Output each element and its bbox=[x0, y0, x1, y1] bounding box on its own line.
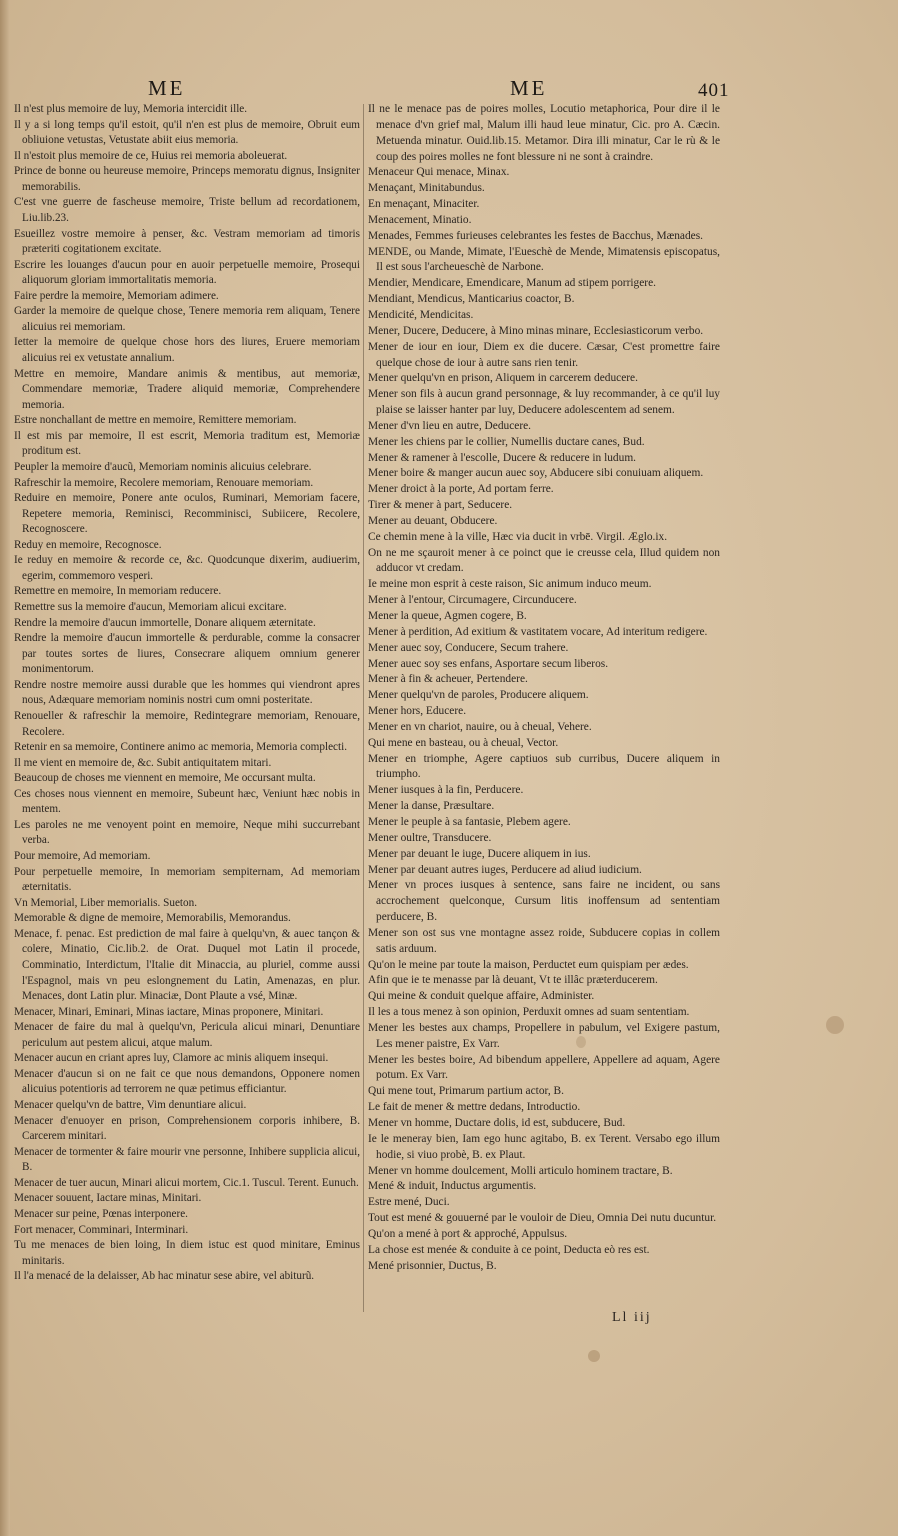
dictionary-entry: Mener oultre, Transducere. bbox=[368, 831, 492, 844]
dictionary-entry: Il n'est plus memoire de luy, Memoria intercidit ille. bbox=[14, 103, 248, 115]
dictionary-entry: Rendre la memoire d'aucun immortelle & perdurable, comme la consacrer par toutes sortes de liures, Consecrare aliquem omnium generer monimentorum. bbox=[14, 632, 360, 676]
page-number: 401 bbox=[698, 80, 730, 101]
dictionary-entry: Mener à perdition, Ad exitium & vastitatem vocare, Ad interitum redigere. bbox=[368, 625, 708, 638]
dictionary-entry: Remettre en memoire, In memoriam reducere. bbox=[14, 585, 222, 598]
dictionary-entry: Mener son fils à aucun grand personnage, & luy recommander, à ce qu'il luy plaise se laisser hanter par luy, Deducere adolescentem ad senem. bbox=[368, 388, 720, 417]
dictionary-entry: Mener son ost sus vne montagne assez roide, Subducere copias in collem satis arduum. bbox=[368, 926, 720, 955]
dictionary-entry: Ces choses nous viennent en memoire, Subeunt hæc, Veniunt hæc nobis in mentem. bbox=[14, 787, 360, 816]
dictionary-entry: Beaucoup de choses me viennent en memoire, Me occursant multa. bbox=[14, 772, 316, 785]
dictionary-entry: Menacer de tuer aucun, Minari alicui mortem, Cic.1. Tuscul. Terent. Eunuch. bbox=[14, 1176, 359, 1189]
dictionary-entry: Ie meine mon esprit à ceste raison, Sic animum induco meum. bbox=[368, 578, 652, 591]
dictionary-entry: Mener boire & manger aucun auec soy, Abducere sibi conuiuam aliquem. bbox=[368, 467, 704, 480]
dictionary-entry: Il est mis par memoire, Il est escrit, Memoria traditum est, Memoriæ proditum est. bbox=[14, 429, 360, 458]
dictionary-entry: Pour memoire, Ad memoriam. bbox=[14, 850, 151, 862]
dictionary-entry: Reduire en memoire, Ponere ante oculos, Ruminari, Memoriam facere, Repetere memoria, Reminisci, Recomminisci, Subiicere, Recolere, Recognoscere. bbox=[14, 492, 360, 536]
dictionary-entry: La chose est menée & conduite à ce point, Deducta eò res est. bbox=[368, 1243, 650, 1256]
dictionary-entry: Afin que ie te menasse par là deuant, Vt te illâc præterducerem. bbox=[368, 974, 658, 987]
ink-stain bbox=[826, 1016, 844, 1034]
running-header-left: ME bbox=[148, 76, 186, 100]
dictionary-entry: Menace, f. penac. Est prediction de mal faire à quelqu'vn, & auec tançon & colere, Minatio, Cic.lib.2. de Orat. Duquel mot Latin il procede, Comminatio, Interdictum, l'Italie dit Minaccia, au pluriel, comme aussi l'Espagnol, mais vn peu eslongnement du Latin, Amenazas, en plur. Menaces, dont Latin plur. Minaciæ, Dont Plaute a vsé, Minæ. bbox=[14, 927, 360, 1003]
dictionary-entry: Mener les bestes boire, Ad bibendum appellere, Appellere ad aquam, Agere potum. Ex Varr. bbox=[368, 1053, 720, 1082]
dictionary-entry: Mener auec soy, Conducere, Secum trahere. bbox=[368, 641, 569, 654]
running-header-right: ME bbox=[510, 76, 548, 100]
dictionary-entry: En menaçant, Minaciter. bbox=[368, 198, 480, 211]
dictionary-entry: Qui meine & conduit quelque affaire, Administer. bbox=[368, 990, 595, 1003]
dictionary-entry: Menacer quelqu'vn de battre, Vim denuntiare alicui. bbox=[14, 1099, 247, 1111]
dictionary-entry: Les paroles ne me venoyent point en memoire, Neque mihi succurrebant verba. bbox=[14, 818, 360, 847]
ink-stain bbox=[588, 1350, 600, 1362]
dictionary-entry: Mener auec soy ses enfans, Asportare secum liberos. bbox=[368, 657, 609, 670]
dictionary-entry: Mener les bestes aux champs, Propellere in pabulum, vel Exigere pastum, Les mener paistre, Ex Varr. bbox=[368, 1021, 720, 1050]
dictionary-entry: Rafreschir la memoire, Recolere memoriam, Renouare memoriam. bbox=[14, 476, 314, 489]
dictionary-entry: Ietter la memoire de quelque chose hors des liures, Eruere memoriam alicuius rei ex vetustate annalium. bbox=[14, 336, 360, 364]
dictionary-entry: Mener les chiens par le collier, Numellis ductare canes, Bud. bbox=[368, 435, 645, 448]
dictionary-entry: Mener droict à la porte, Ad portam ferre. bbox=[368, 483, 554, 496]
dictionary-entry: Il n'estoit plus memoire de ce, Huius rei memoria aboleuerat. bbox=[14, 149, 288, 162]
dictionary-entry: Tirer & mener à part, Seducere. bbox=[368, 499, 513, 512]
column-divider bbox=[363, 104, 364, 1312]
dictionary-entry: Mener d'vn lieu en autre, Deducere. bbox=[368, 419, 532, 432]
dictionary-entry: Fort menacer, Comminari, Interminari. bbox=[14, 1223, 189, 1236]
dictionary-entry: Il ne le menace pas de poires molles, Locutio metaphorica, Pour dire il le menace d'vn grief mal, Malum illi haud leue minatur, Cic. pro A. Cæcin. Metuenda minatur. Ouid.lib.15. Metamor. Dira illi minatur, Car le rù & le coup des poires molles ne font blessure ni ne sont à craindre. bbox=[368, 103, 720, 163]
dictionary-entry: Mener vn homme doulcement, Molli articulo hominem tractare, B. bbox=[368, 1164, 673, 1177]
dictionary-entry: Escrire les louanges d'aucun pour en auoir perpetuelle memoire, Prosequi aliquorum gloriam immortalitatis memoria. bbox=[14, 258, 360, 287]
dictionary-entry: Mené & induit, Inductus argumentis. bbox=[368, 1180, 537, 1193]
dictionary-entry: On ne me sçauroit mener à ce poinct que ie creusse cela, Illud quidem non adducor vt credam. bbox=[368, 546, 720, 575]
dictionary-entry: Il me vient en memoire de, &c. Subit antiquitatem mitari. bbox=[14, 756, 272, 769]
dictionary-entry: Mené prisonnier, Ductus, B. bbox=[368, 1259, 497, 1272]
dictionary-entry: Estre mené, Duci. bbox=[368, 1196, 450, 1209]
dictionary-entry: Rendre nostre memoire aussi durable que les hommes qui viendront apres nous, Adæquare memoriam nominis nostri cum omni posteritate. bbox=[14, 678, 360, 707]
dictionary-entry: Mener iusques à la fin, Perducere. bbox=[368, 784, 524, 797]
dictionary-entry: Menacer aucun en criant apres luy, Clamore ac minis aliquem insequi. bbox=[14, 1052, 329, 1065]
dictionary-entry: Menacer d'aucun si on ne fait ce que nous demandons, Opponere nomen alicuius potentioris ad terrorem ne quæ petimus efficiantur. bbox=[14, 1067, 360, 1096]
dictionary-entry: Mettre en memoire, Mandare animis & mentibus, aut memoriæ, Commendare memoriæ, Tradere aliquid memoriæ, Comprehendere memoria. bbox=[14, 367, 360, 411]
dictionary-entry: Mener par deuant autres iuges, Perducere ad aliud iudicium. bbox=[368, 863, 642, 876]
dictionary-entry: Remettre sus la memoire d'aucun, Memoriam alicui excitare. bbox=[14, 601, 287, 613]
dictionary-entry: Mener à l'entour, Circumagere, Circunducere. bbox=[368, 594, 577, 607]
dictionary-entry: Mener hors, Educere. bbox=[368, 705, 467, 718]
dictionary-entry: Le fait de mener & mettre dedans, Introductio. bbox=[368, 1101, 581, 1114]
dictionary-entry: Menacement, Minatio. bbox=[368, 213, 472, 226]
dictionary-entry: Il y a si long temps qu'il estoit, qu'il n'en est plus de memoire, Obruit eum obliuione vetustas, Vetustate abiit eius memoria. bbox=[14, 118, 360, 147]
dictionary-entry: Mener en triomphe, Agere captiuos sub curribus, Ducere aliquem in triumpho. bbox=[368, 752, 720, 781]
dictionary-entry: Tout est mené & gouuerné par le vouloir de Dieu, Omnia Dei nutu ducuntur. bbox=[368, 1212, 717, 1225]
dictionary-entry: Ie reduy en memoire & recorde ce, &c. Quodcunque dixerim, audiuerim, egerim, commemoro vesperi. bbox=[14, 554, 360, 582]
dictionary-entry: Esueillez vostre memoire à penser, &c. Vestram memoriam ad timoris præteriti cogitationem excitate. bbox=[14, 227, 360, 256]
dictionary-entry: Mener & ramener à l'escolle, Ducere & reducere in ludum. bbox=[368, 451, 637, 464]
dictionary-entry: Il les a tous menez à son opinion, Perduxit omnes ad suam sententiam. bbox=[368, 1006, 690, 1019]
dictionary-entry: Garder la memoire de quelque chose, Tenere memoria rem aliquam, Tenere alicuius rei memoriam. bbox=[14, 305, 360, 333]
dictionary-entry: MENDE, ou Mande, Mimate, l'Eueschè de Mende, Mimatensis episcopatus, Il est sous l'archeueschè de Narbone. bbox=[368, 245, 720, 274]
dictionary-entry: Memorable & digne de memoire, Memorabilis, Memorandus. bbox=[14, 912, 291, 925]
dictionary-entry: Mener par deuant le iuge, Ducere aliquem in ius. bbox=[368, 847, 591, 860]
dictionary-entry: Peupler la memoire d'aucũ, Memoriam nominis alicuius celebrare. bbox=[14, 460, 312, 473]
dictionary-entry: Faire perdre la memoire, Memoriam adimere. bbox=[14, 289, 219, 302]
dictionary-entry: Qu'on le meine par toute la maison, Perductet eum quispiam per ædes. bbox=[368, 958, 689, 971]
dictionary-entry: Reduy en memoire, Recognosce. bbox=[14, 538, 162, 551]
dictionary-entry: Menacer sur peine, Pœnas interponere. bbox=[14, 1207, 188, 1220]
dictionary-entry: Mener vn homme, Ductare dolis, id est, subducere, Bud. bbox=[368, 1117, 626, 1129]
dictionary-entry: Mendier, Mendicare, Emendicare, Manum ad stipem porrigere. bbox=[368, 277, 656, 290]
dictionary-entry: Pour perpetuelle memoire, In memoriam sempiternam, Ad memoriam æternitatis. bbox=[14, 865, 360, 894]
dictionary-entry: Mener au deuant, Obducere. bbox=[368, 514, 498, 527]
dictionary-entry: Menacer, Minari, Eminari, Minas iactare, Minas proponere, Minitari. bbox=[14, 1005, 324, 1018]
dictionary-entry: Mener quelqu'vn de paroles, Producere aliquem. bbox=[368, 689, 589, 702]
dictionary-entry: Il l'a menacé de la delaisser, Ab hac minatur sese abire, vel abiturũ. bbox=[14, 1270, 315, 1283]
dictionary-entry: Mener vn proces iusques à sentence, sans faire ne incident, ou sans accrochement quelconque, Cursum litis inoffensum ad sententiam perducere, B. bbox=[368, 879, 720, 924]
dictionary-entry: Mener, Ducere, Deducere, à Mino minas minare, Ecclesiasticorum verbo. bbox=[368, 324, 704, 337]
dictionary-entry: Qui mene tout, Primarum partium actor, B. bbox=[368, 1085, 564, 1098]
dictionary-entry: Mener de iour en iour, Diem ex die ducere. Cæsar, C'est promettre faire quelque chose de iour à autre sans rien tenir. bbox=[368, 340, 720, 369]
dictionary-entry: C'est vne guerre de fascheuse memoire, Triste bellum ad recordationem, Liu.lib.23. bbox=[14, 196, 360, 224]
dictionary-entry: Menacer souuent, Iactare minas, Minitari. bbox=[14, 1192, 202, 1205]
dictionary-entry: Menacer de faire du mal à quelqu'vn, Pericula alicui minari, Denuntiare periculum aut pestem alicui, atque malum. bbox=[14, 1021, 360, 1049]
gutter-edge bbox=[0, 0, 10, 1536]
dictionary-entry: Mener le peuple à sa fantasie, Plebem agere. bbox=[368, 815, 571, 828]
dictionary-entry: Vn Memorial, Liber memorialis. Sueton. bbox=[14, 896, 198, 909]
dictionary-entry: Tu me menaces de bien loing, In diem istuc est quod minitare, Eminus minitaris. bbox=[14, 1239, 360, 1267]
dictionary-entry: Mendiant, Mendicus, Manticarius coactor, B. bbox=[368, 293, 575, 306]
dictionary-entry: Ce chemin mene à la ville, Hæc via ducit in vrbē. Virgil. Æglo.ix. bbox=[368, 530, 668, 543]
dictionary-entry: Menacer de tormenter & faire mourir vne personne, Inhibere supplicia alicui, B. bbox=[14, 1145, 360, 1174]
dictionary-entry: Rendre la memoire d'aucun immortelle, Donare aliquem æternitate. bbox=[14, 616, 316, 629]
dictionary-entry: Mener en vn chariot, nauire, ou à cheual, Vehere. bbox=[368, 720, 592, 733]
dictionary-entry: Estre nonchallant de mettre en memoire, Remittere memoriam. bbox=[14, 414, 297, 427]
dictionary-entry: Menades, Femmes furieuses celebrantes les festes de Bacchus, Mænades. bbox=[368, 229, 703, 242]
dictionary-entry: Menacer d'enuoyer en prison, Comprehensionem corporis inhibere, B. Carcerem minitari. bbox=[14, 1114, 360, 1143]
dictionary-entry: Prince de bonne ou heureuse memoire, Princeps memoratu dignus, Insigniter memorabilis. bbox=[14, 165, 360, 193]
dictionary-entry: Retenir en sa memoire, Continere animo ac memoria, Memoria complecti. bbox=[14, 741, 348, 754]
dictionary-entry: Mener à fin & acheuer, Pertendere. bbox=[368, 673, 528, 686]
dictionary-entry: Mener quelqu'vn en prison, Aliquem in carcerem deducere. bbox=[368, 372, 638, 385]
dictionary-entry: Mener la queue, Agmen cogere, B. bbox=[368, 610, 527, 622]
signature-mark: Ll iij bbox=[612, 1310, 652, 1325]
left-column bbox=[14, 102, 360, 1285]
dictionary-entry: Mener la danse, Præsultare. bbox=[368, 800, 495, 813]
dictionary-entry: Qui mene en basteau, ou à cheual, Vector. bbox=[368, 736, 559, 749]
dictionary-entry: Menaçant, Minitabundus. bbox=[368, 182, 485, 195]
dictionary-entry: Qu'on a mené à port & approché, Appulsus. bbox=[368, 1227, 568, 1240]
dictionary-entry: Mendicité, Mendicitas. bbox=[368, 308, 474, 321]
dictionary-entry: Menaceur Qui menace, Minax. bbox=[368, 166, 510, 179]
dictionary-entry: Ie le meneray bien, Iam ego hunc agitabo, B. ex Terent. Versabo ego illum hodie, si viuo probè, B. ex Plaut. bbox=[368, 1132, 720, 1161]
dictionary-entry: Renoueller & rafreschir la memoire, Redintegrare memoriam, Renouare, Recolere. bbox=[14, 709, 360, 738]
right-column bbox=[368, 102, 720, 1274]
